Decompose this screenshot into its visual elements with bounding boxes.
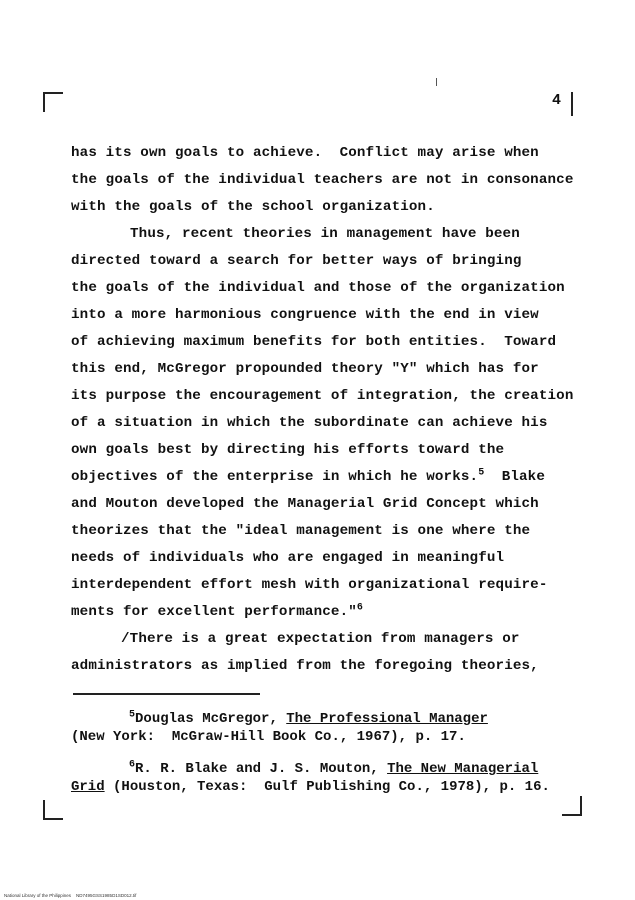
body-line: and Mouton developed the Managerial Grid Concept which — [71, 496, 539, 512]
body-line: interdependent effort mesh with organizational require- — [71, 577, 548, 593]
body-line: ments for excellent performance." — [71, 604, 357, 620]
body-line: administrators as implied from the foregoing theories, — [71, 658, 539, 674]
source-stamp: National Library of the Philippines ND7495GSS1985D1SD012.tif — [4, 893, 137, 898]
crop-mark-bottom-right — [562, 796, 582, 816]
crop-mark-bottom-left — [43, 800, 63, 820]
body-line: the goals of the individual teachers are not in consonance — [71, 172, 574, 188]
footnote-5-line-2: (New York: McGraw-Hill Book Co., 1967), p. 17. — [71, 729, 466, 745]
footnote-6-publication: (Houston, Texas: Gulf Publishing Co., 1978), p. 16. — [104, 779, 550, 795]
footnote-5-marker: 5 — [129, 709, 136, 721]
footnote-5-author: Douglas McGregor, — [135, 711, 287, 727]
footnote-5-line-1 — [129, 710, 488, 728]
footnote-6-marker: 6 — [129, 759, 136, 771]
crop-mark-top-left — [43, 92, 63, 112]
body-line: has its own goals to achieve. Conflict may arise when — [71, 145, 539, 161]
body-line: the goals of the individual and those of the organization — [71, 280, 565, 296]
body-line-continuation: Blake — [501, 469, 546, 485]
footnote-ref-6: 6 — [356, 602, 364, 614]
body-line: theorizes that the "ideal management is one where the — [71, 523, 531, 539]
footnote-6-line-2 — [71, 778, 550, 796]
body-line: There is a great expectation from managers or — [129, 631, 520, 647]
body-line: of achieving maximum benefits for both entities. Toward — [71, 334, 557, 350]
crop-mark-top-right — [571, 92, 573, 116]
footnote-6-line-1 — [129, 760, 538, 778]
footnote-6-author: R. R. Blake and J. S. Mouton, — [135, 761, 388, 777]
body-line: into a more harmonious congruence with the end in view — [71, 307, 539, 323]
body-line: directed toward a search for better ways of bringing — [71, 253, 522, 269]
footnote-6-title-part-2: Grid — [71, 779, 105, 795]
body-line-with-ref — [71, 599, 363, 626]
body-line-with-ref — [71, 464, 545, 491]
body-line: objectives of the enterprise in which he works. — [71, 469, 479, 485]
body-line: this end, McGregor propounded theory "Y" which has for — [71, 361, 539, 377]
footnote-5-title: The Professional Manager — [286, 711, 488, 727]
body-line: its purpose the encouragement of integration, the creation — [71, 388, 574, 404]
footnote-ref-5: 5 — [478, 467, 485, 479]
body-line: of a situation in which the subordinate can achieve his — [71, 415, 548, 431]
footnote-rule — [73, 693, 260, 695]
scan-tick-mark — [436, 78, 437, 86]
body-line: own goals best by directing his efforts toward the — [71, 442, 505, 458]
body-line-with-mark — [121, 626, 520, 653]
body-line: needs of individuals who are engaged in meaningful — [71, 550, 505, 566]
body-line: with the goals of the school organization. — [71, 199, 435, 215]
page-number: 4 — [552, 92, 562, 109]
paragraph-mark: / — [121, 631, 130, 647]
footnote-6-title-part-1: The New Managerial — [387, 761, 539, 777]
body-line: Thus, recent theories in management have been — [130, 226, 520, 242]
